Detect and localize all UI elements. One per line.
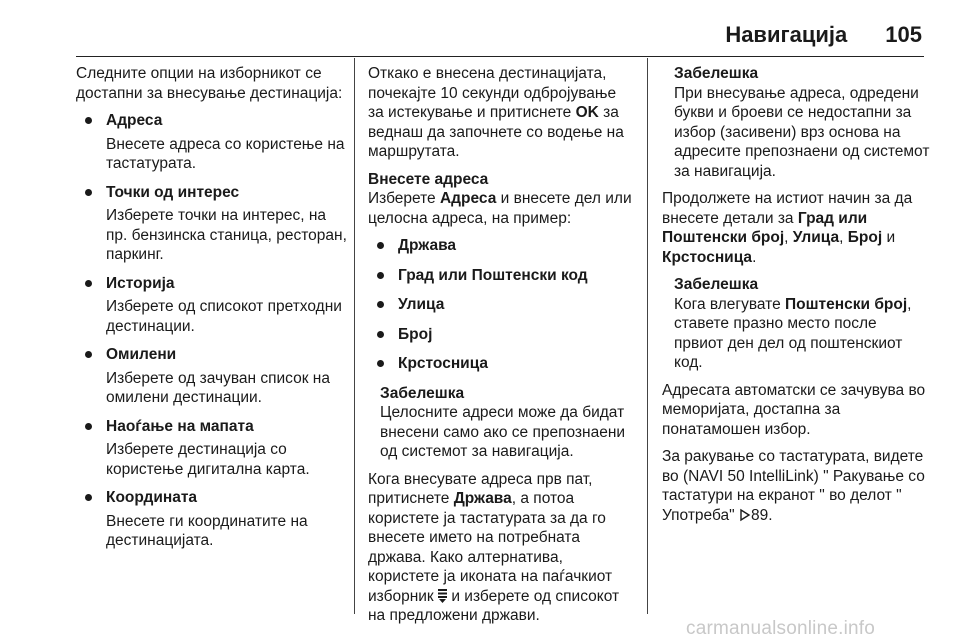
city-postcode-label: Град или Поштенски број (662, 209, 868, 246)
column-divider-1 (354, 58, 355, 614)
text-span: За ракување со тастатурата, видете во (NAVI 50 IntelliLink) " Ракување со тастатури на екранот " во делот " Употреба" (662, 448, 925, 524)
text-span: , ставете празно место после првиот ден дел од поштенскиот код. (674, 295, 912, 371)
text-span: Откако е внесена дестинацијата, почекајте 10 секунди одбројување за истекување и притиснете (368, 65, 617, 121)
option-desc: Внесете адреса со користење на тастатурата. (106, 135, 345, 172)
country-label: Држава (453, 490, 512, 507)
postcode-label: Поштенски број (785, 295, 908, 313)
section-heading: Внесете адреса (368, 170, 489, 188)
option-title: Наоѓање на мапата (106, 417, 254, 435)
text-span: Изберете (368, 190, 440, 207)
note-title: Забелешка (380, 384, 465, 402)
option-desc: Внесете ги координатите на дестинацијата. (106, 512, 308, 549)
list-item (76, 111, 348, 174)
page-reference-icon (739, 508, 751, 522)
option-title: Омилени (106, 346, 177, 363)
note-box (368, 384, 636, 462)
text-span: Продолжете на истиот начин за да внесете детали за (662, 190, 913, 227)
text-span: , (784, 229, 793, 246)
watermark: carmanualsonline.info (686, 618, 876, 639)
text-span: . (752, 248, 757, 266)
option-title: Точки од интерес (106, 183, 240, 201)
list-item (76, 274, 348, 337)
crossroad-label: Крстосница (662, 248, 753, 266)
note-title: Забелешка (674, 65, 759, 82)
text-span: , (839, 229, 848, 246)
text-span: за веднаш да започнете со водење на маршрутата. (368, 104, 624, 160)
option-desc: Изберете дестинација со користење дигитална карта. (106, 441, 310, 478)
list-item (76, 345, 348, 408)
col3-paragraph-2: Адресата автоматски се зачувува во меморијата, достапна за понатамошен избор. (662, 381, 926, 438)
col3-paragraph-3 (662, 447, 930, 525)
page-header (725, 22, 922, 56)
ok-label: OK (575, 104, 599, 121)
page-reference: 89. (750, 506, 773, 524)
option-title: Историја (106, 274, 175, 292)
option-desc: Изберете од списокот претходни дестинации. (106, 298, 342, 335)
option-desc: Изберете од зачуван список на омилени дестинации. (106, 369, 330, 406)
list-item (76, 183, 348, 265)
text-span: и изберете од списокот на предложени држави. (368, 587, 620, 624)
list-item: Улица (368, 295, 636, 315)
text-span: и (882, 229, 896, 246)
note-text: При внесување адреса, одредени букви и броеви се недостапни за избор (засивени) врз основа на адресите препознаени од системот за навигација. (674, 84, 930, 180)
note-box (662, 275, 930, 373)
address-label: Адреса (439, 190, 497, 207)
column-2 (368, 64, 636, 634)
text-span: Кога влегувате (674, 295, 786, 313)
col1-intro: Следните опции на изборникот се достапни за внесување дестинација: (76, 65, 343, 102)
text-span: , а потоа користете ја тастатурата за да го внесете името на потребната држава. Како алтернатива, користете ја иконата на паѓачкиот изборник (368, 490, 613, 605)
note-text: Целосните адреси може да бидат внесени само ако се препознаени од системот за навигација. (380, 404, 626, 460)
header-rule (76, 56, 924, 57)
list-item: Крстосница (368, 354, 636, 374)
col2-paragraph-2 (368, 189, 636, 228)
col2-paragraph-1 (368, 64, 636, 162)
page-number: 105 (885, 22, 922, 47)
text-span: Кога внесувате адреса прв пат, притиснете (368, 470, 593, 507)
list-item: Град или Поштенски код (368, 266, 636, 286)
dropdown-list-icon (438, 589, 447, 603)
option-title: Координата (106, 489, 198, 506)
list-item: Број (368, 325, 636, 345)
col2-paragraph-3 (368, 470, 636, 626)
number-label: Број (847, 229, 883, 246)
chapter-title: Навигација (725, 22, 848, 47)
text-span: и внесете дел или целосна адреса, на пример: (368, 190, 632, 227)
note-title: Забелешка (674, 276, 759, 293)
street-label: Улица (792, 229, 840, 246)
list-item (76, 488, 348, 551)
column-1 (76, 64, 348, 560)
note-box (662, 64, 930, 181)
col3-paragraph-1 (662, 189, 930, 267)
list-item: Држава (368, 236, 636, 256)
option-title: Адреса (106, 112, 163, 129)
destination-options-list (76, 111, 348, 551)
option-desc: Изберете точки на интерес, на пр. бензинска станица, ресторан, паркинг. (106, 207, 347, 263)
column-3 (662, 64, 930, 533)
address-fields-list (368, 236, 636, 374)
list-item (76, 417, 348, 480)
column-divider-2 (647, 58, 648, 614)
